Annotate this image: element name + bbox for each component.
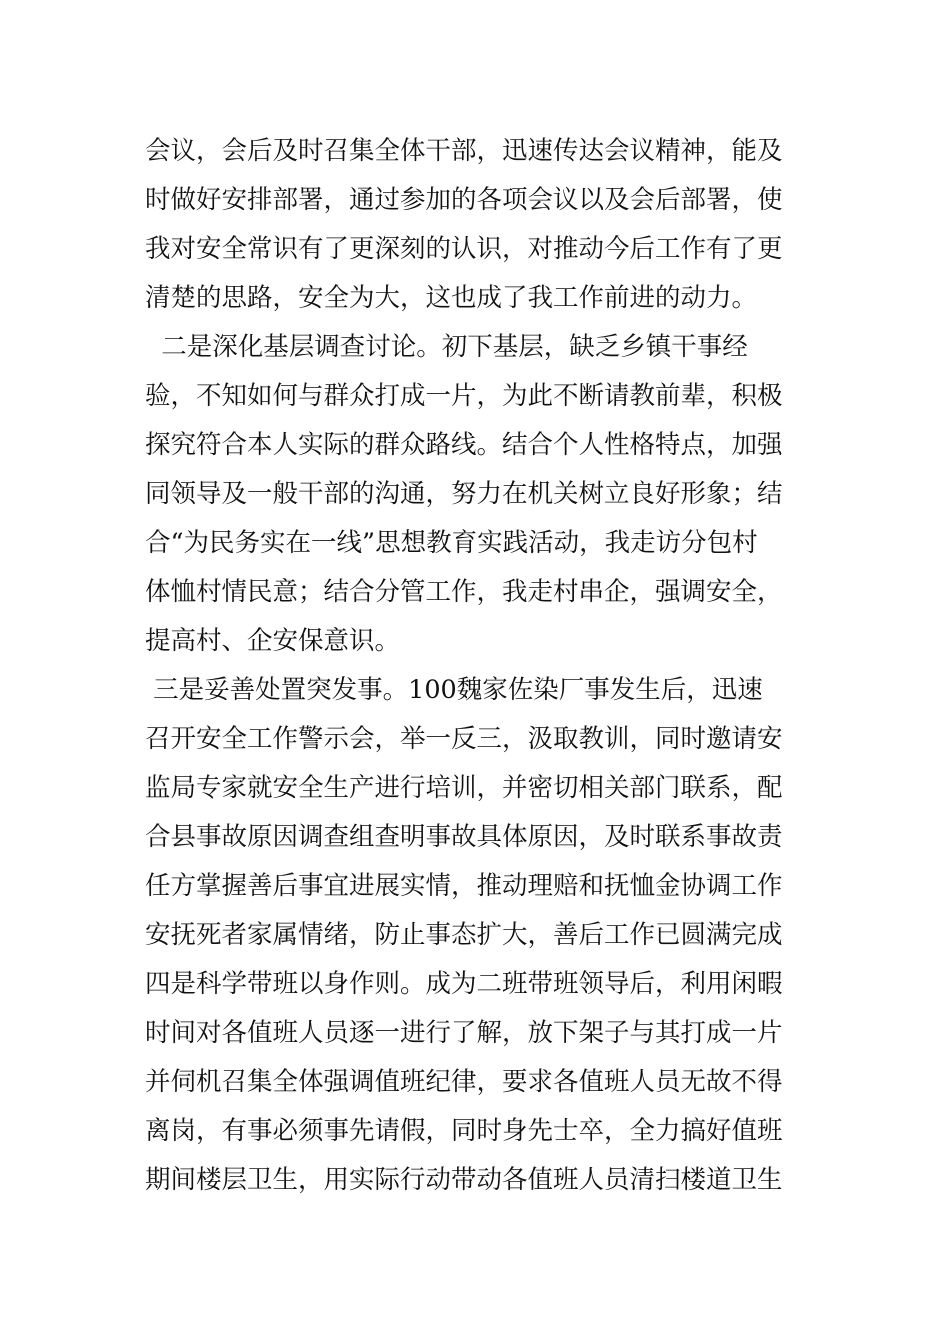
text-line: 提高村、企安保意识。 bbox=[145, 626, 401, 656]
text-line: 离岗，有事必须事先请假，同时身先士卒，全力搞好值班 bbox=[145, 1116, 783, 1146]
text-line: 监局专家就安全生产进行培训，并密切相关部门联系，配 bbox=[145, 773, 783, 803]
text-line: 探究符合本人实际的群众路线。结合个人性格特点，加强 bbox=[145, 430, 783, 460]
text-line: 验，不知如何与群众打成一片，为此不断请教前辈，积极 bbox=[145, 381, 783, 411]
text-line: 时间对各值班人员逐一进行了解，放下架子与其打成一片 bbox=[145, 1018, 783, 1048]
text-line: 任方掌握善后事宜进展实情，推动理赔和抚恤金协调工作 bbox=[145, 871, 783, 901]
text-line: 体恤村情民意；结合分管工作，我走村串企，强调安全， bbox=[145, 577, 783, 607]
text-line: 三是妥善处置突发事。100魏家佐染厂事发生后，迅速 bbox=[145, 675, 763, 705]
text-line: 我对安全常识有了更深刻的认识，对推动今后工作有了更 bbox=[145, 234, 783, 264]
text-line: 安抚死者家属情绪，防止事态扩大，善后工作已圆满完成 bbox=[145, 920, 783, 950]
text-line: 期间楼层卫生，用实际行动带动各值班人员清扫楼道卫生 bbox=[145, 1165, 783, 1195]
text-line: 召开安全工作警示会，举一反三，汲取教训，同时邀请安 bbox=[145, 724, 783, 754]
text-line: 会议，会后及时召集全体干部，迅速传达会议精神，能及 bbox=[145, 136, 783, 166]
text-line: 合县事故原因调查组查明事故具体原因，及时联系事故责 bbox=[145, 822, 783, 852]
text-line: 二是深化基层调查讨论。初下基层，缺乏乡镇干事经 bbox=[145, 332, 748, 362]
text-line: 清楚的思路，安全为大，这也成了我工作前进的动力。 bbox=[145, 283, 758, 313]
text-line: 合“为民务实在一线”思想教育实践活动，我走访分包村 bbox=[145, 528, 758, 558]
body-text bbox=[145, 127, 810, 1205]
text-line: 时做好安排部署，通过参加的各项会议以及会后部署，使 bbox=[145, 185, 783, 215]
text-line: 四是科学带班以身作则。成为二班带班领导后，利用闲暇 bbox=[145, 969, 783, 999]
text-line: 并伺机召集全体强调值班纪律，要求各值班人员无故不得 bbox=[145, 1067, 783, 1097]
text-line: 同领导及一般干部的沟通，努力在机关树立良好形象；结 bbox=[145, 479, 783, 509]
